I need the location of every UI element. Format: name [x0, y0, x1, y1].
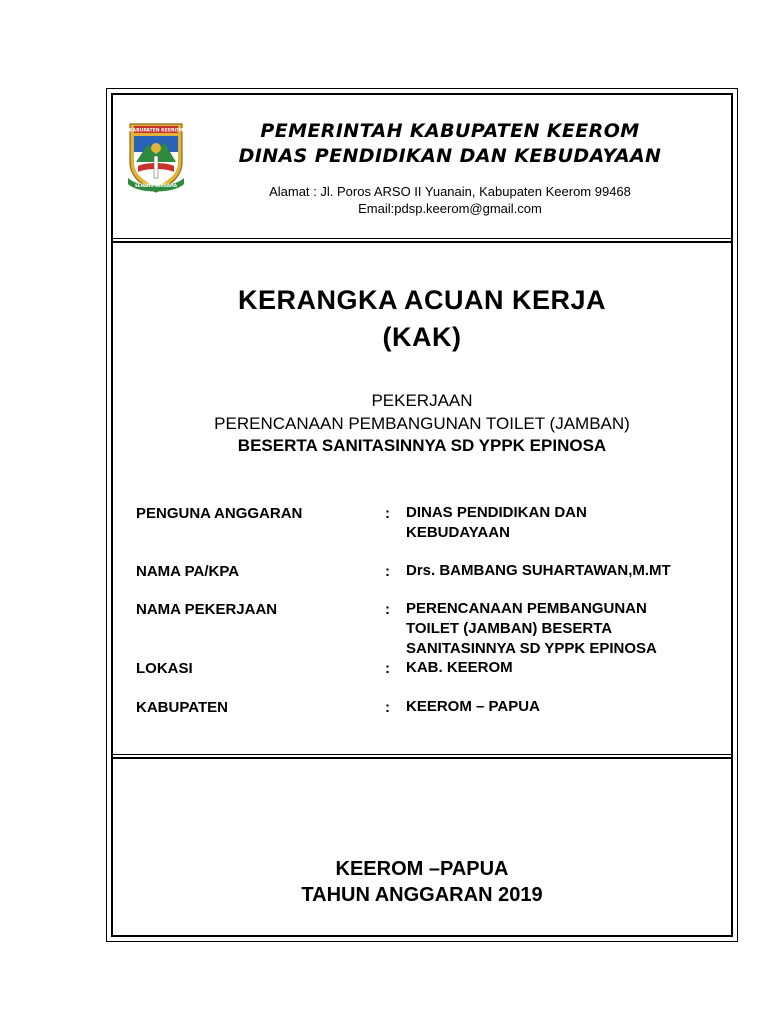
- info-value: [406, 503, 736, 543]
- logo-motto-text: SENANG BERSAMA: [135, 183, 177, 188]
- info-value-line: Drs. BAMBANG SUHARTAWAN,M.MT: [406, 562, 671, 579]
- info-value: [406, 658, 736, 678]
- info-colon: :: [385, 563, 390, 580]
- info-label: NAMA PEKERJAAN: [136, 601, 278, 618]
- info-value: [406, 697, 736, 717]
- government-name: PEMERINTAH KABUPATEN KEEROM: [260, 120, 640, 142]
- info-label: LOKASI: [136, 660, 193, 677]
- info-label: PENGUNA ANGGARAN: [136, 505, 303, 522]
- pekerjaan-line-1: PERENCANAAN PEMBANGUNAN TOILET (JAMBAN): [214, 414, 630, 433]
- email: Email:pdsp.keerom@gmail.com: [358, 201, 542, 216]
- address: Alamat : Jl. Poros ARSO II Yuanain, Kabupaten Keerom 99468: [269, 184, 631, 199]
- info-colon: :: [385, 505, 390, 522]
- document-title: KERANGKA ACUAN KERJA: [237, 285, 606, 315]
- info-label: KABUPATEN: [136, 699, 228, 716]
- info-value-line: KEEROM – PAPUA: [406, 698, 540, 715]
- info-value: [406, 561, 736, 581]
- logo-top-text: KABUPATEN KEEROM: [128, 128, 184, 134]
- info-value-line: PERENCANAAN PEMBANGUNAN: [406, 600, 647, 617]
- document-title-abbrev: (KAK): [382, 322, 462, 352]
- footer-location: KEEROM –PAPUA: [335, 858, 509, 880]
- info-value-line: KAB. KEEROM: [406, 659, 513, 676]
- info-value-line: TOILET (JAMBAN) BESERTA: [406, 620, 613, 637]
- department-name: DINAS PENDIDIKAN DAN KEBUDAYAAN: [238, 145, 662, 167]
- info-value-line: DINAS PENDIDIKAN DAN: [406, 504, 587, 521]
- footer-fiscal-year: TAHUN ANGGARAN 2019: [301, 884, 543, 906]
- info-value-line: KEBUDAYAAN: [406, 524, 510, 541]
- pekerjaan-line-2: BESERTA SANITASINNYA SD YPPK EPINOSA: [237, 436, 607, 455]
- info-colon: :: [385, 660, 390, 677]
- kabupaten-keerom-logo: [124, 118, 188, 194]
- footer-divider: [113, 754, 731, 759]
- header-divider: [113, 238, 731, 243]
- info-value: [406, 599, 736, 659]
- info-value-line: SANITASINNYA SD YPPK EPINOSA: [406, 640, 657, 657]
- info-colon: :: [385, 601, 390, 618]
- pekerjaan-heading: PEKERJAAN: [371, 391, 473, 410]
- info-colon: :: [385, 699, 390, 716]
- info-label: NAMA PA/KPA: [136, 563, 240, 580]
